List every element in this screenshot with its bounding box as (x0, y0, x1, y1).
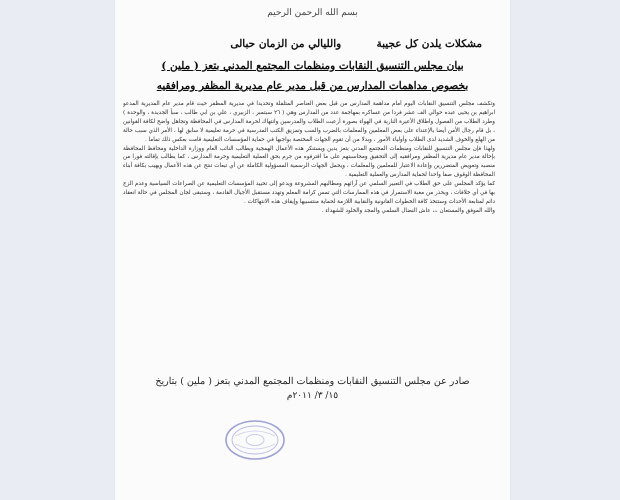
body-paragraph-3: كما يؤكد المجلس على حق الطلاب في التعبير السلمي عن آرائهم ومطالبهم المشروعة ويدعو إلى تحييد المؤسسات التعليمية عن الصراعات السياسية وعدم الزج بها في أي خلافات ، ويحذر من مغبة الاستمرار في هذه الممارسات التي تمس كرامة المعلم وتهدد مستقبل الأجيال القادمة ، وستبقى لجان المجلس في حالة انعقاد دائم لمتابعة الأحداث وستتخذ كافة الخطوات القانونية والنقابية اللازمة لحماية منتسبيها وإيقاف هذه الانتهاكات . (123, 181, 495, 205)
statement-body (123, 100, 495, 358)
body-paragraph-1: وتكشف مجلس التنسيق النقابات اليوم أمام مداهمة المدارس من قبل بعض العناصر المتلفلة وتحديدا في مديرية المظفر حيث قام مدير عام المديرية المدعو ابراهيم بن يحيى عبده حوالي الف عشر فردا من عساكره بمهاجمة عدد من المدارس وهي ( ٢٦ سبتمبر ، الزبيري ، علي بن ابي طالب ، سبأ الجديدة ، والوحدة ) وطرد الطلاب من الفصول واطلاق الأعيرة النارية في الهواء بصورة أرعبت الطلاب والمدرسين وانتهاك لحرمة المدارس في المحافظة وتجاهل واضح لكافة القوانين ، بل قام رجال الأمن أيضا بالإعتداء على بعض المعلمين والمعلمات بالضرب والسب وتمزيق الكتب المدرسية في حرمة تعليمية لا سابق لها ، الأمر الذي سبب حالة من الهلع والخوف الشديد لدى الطلاب وأولياء الأمور ، وبدلا من أن تقوم الجهات المختصة بواجبها في حماية المؤسسات التعليمية قامت بعكس ذلك تماما . (123, 101, 495, 143)
basmala-heading: بسم الله الرحمن الرحيم (267, 8, 358, 18)
statement-title: بيان مجلس التنسيق النقابات ومنظمات المجتمع المدني بتعز ( ملين ) (161, 60, 464, 72)
statement-subtitle: بخصوص مداهمات المدارس من قبل مدير عام مديرية المظفر ومرافقيه (156, 80, 469, 92)
body-paragraph-2: ولهذا فإن مجلس التنسيق للنقابات ومنظمات المجتمع المدني بتعز يدين ويستنكر هذه الأعمال الهمجية ويطالب النائب العام ووزارة الداخلية ومحافظ المحافظة بإحالة مدير عام مديرية المظفر ومرافقيه إلى التحقيق ومحاسبتهم على ما اقترفوه من جرم بحق العملية التعليمية وحرمة المدارس ، كما يطالب بإقالته فورا من منصبه وتعويض المتضررين وإعادة الاعتبار للمعلمين والمعلمات ، ويحمل الجهات الرسمية المسؤولية الكاملة عن أي تبعات تنتج عن هذه الأعمال ويهيب بكافة أبناء المحافظة الوقوف صفا واحدا لحماية المدارس والعملية التعليمية . (123, 145, 495, 179)
issue-date: ١٥/ ٣/ ٢٠١١م (286, 391, 339, 401)
poetry-verse (142, 38, 482, 50)
document-page (115, 0, 510, 500)
issuer-line: صادر عن مجلس التنسيق النقابات ومنظمات المجتمع المدني بتعز ( ملين ) بتاريخ (155, 376, 470, 387)
body-paragraph-4: والله الموفق والمستعان ،،، عاش النضال السلمي والمجد والخلود للشهداء . (321, 207, 495, 214)
verse-right-half: مشكلات يلدن كل عجيبة (376, 38, 482, 50)
official-seal-stamp (223, 418, 287, 462)
verse-left-half: والليالي من الزمان حبالى (230, 38, 342, 50)
